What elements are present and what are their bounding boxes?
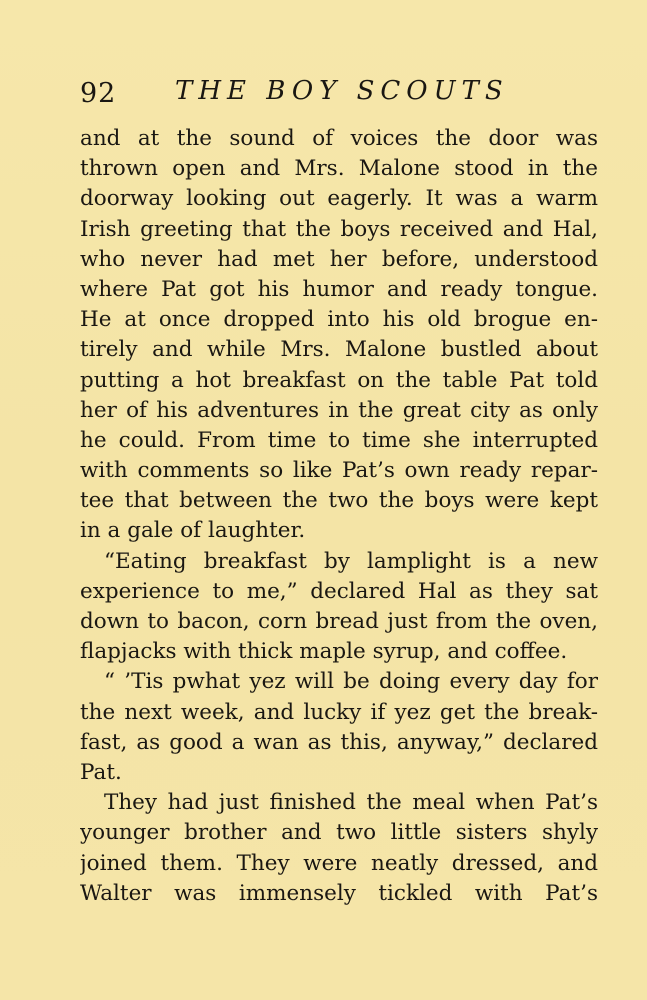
text-line: Pat. <box>80 759 122 785</box>
text-line: the next week, and lucky if yez get the break- <box>80 699 598 725</box>
text-line: younger brother and two little sisters shyly <box>80 820 598 846</box>
text-line: who never had met her before, understood <box>80 246 598 272</box>
text-line: where Pat got his humor and ready tongue. <box>80 276 598 302</box>
text-line: putting a hot breakfast on the table Pat told <box>80 367 598 393</box>
text-line: Walter was immensely tickled with Pat’s <box>80 880 598 906</box>
text-line: he could. From time to time she interrupted <box>80 427 598 453</box>
text-line: doorway looking out eagerly. It was a warm <box>80 186 598 212</box>
text-line: tee that between the two the boys were kept <box>80 488 598 514</box>
text-line: They had just finished the meal when Pat’s <box>104 790 598 816</box>
page-header <box>80 72 600 116</box>
text-body <box>80 124 598 909</box>
text-line: down to bacon, corn bread just from the oven, <box>80 609 598 634</box>
text-line: tirely and while Mrs. Malone bustled about <box>80 337 598 363</box>
running-title: THE BOY SCOUTS <box>175 76 509 106</box>
text-line: “Eating breakfast by lamplight is a new <box>104 548 598 574</box>
text-line: with comments so like Pat’s own ready repar- <box>80 458 598 484</box>
text-line: “ ’Tis pwhat yez will be doing every day for <box>104 669 598 695</box>
text-line: Irish greeting that the boys received and Hal, <box>80 216 598 242</box>
text-line: experience to me,” declared Hal as they sat <box>80 578 598 604</box>
text-line: and at the sound of voices the door was <box>80 126 598 151</box>
text-line: her of his adventures in the great city as only <box>80 397 598 423</box>
text-line: in a gale of laughter. <box>80 518 306 544</box>
page-number: 92 <box>80 78 117 109</box>
text-line: He at once dropped into his old brogue en- <box>80 307 598 333</box>
text-line: fast, as good a wan as this, anyway,” declared <box>80 729 598 755</box>
text-line: thrown open and Mrs. Malone stood in the <box>80 156 598 182</box>
text-line: joined them. They were neatly dressed, and <box>80 850 598 876</box>
text-line: flapjacks with thick maple syrup, and coffee. <box>80 639 568 665</box>
